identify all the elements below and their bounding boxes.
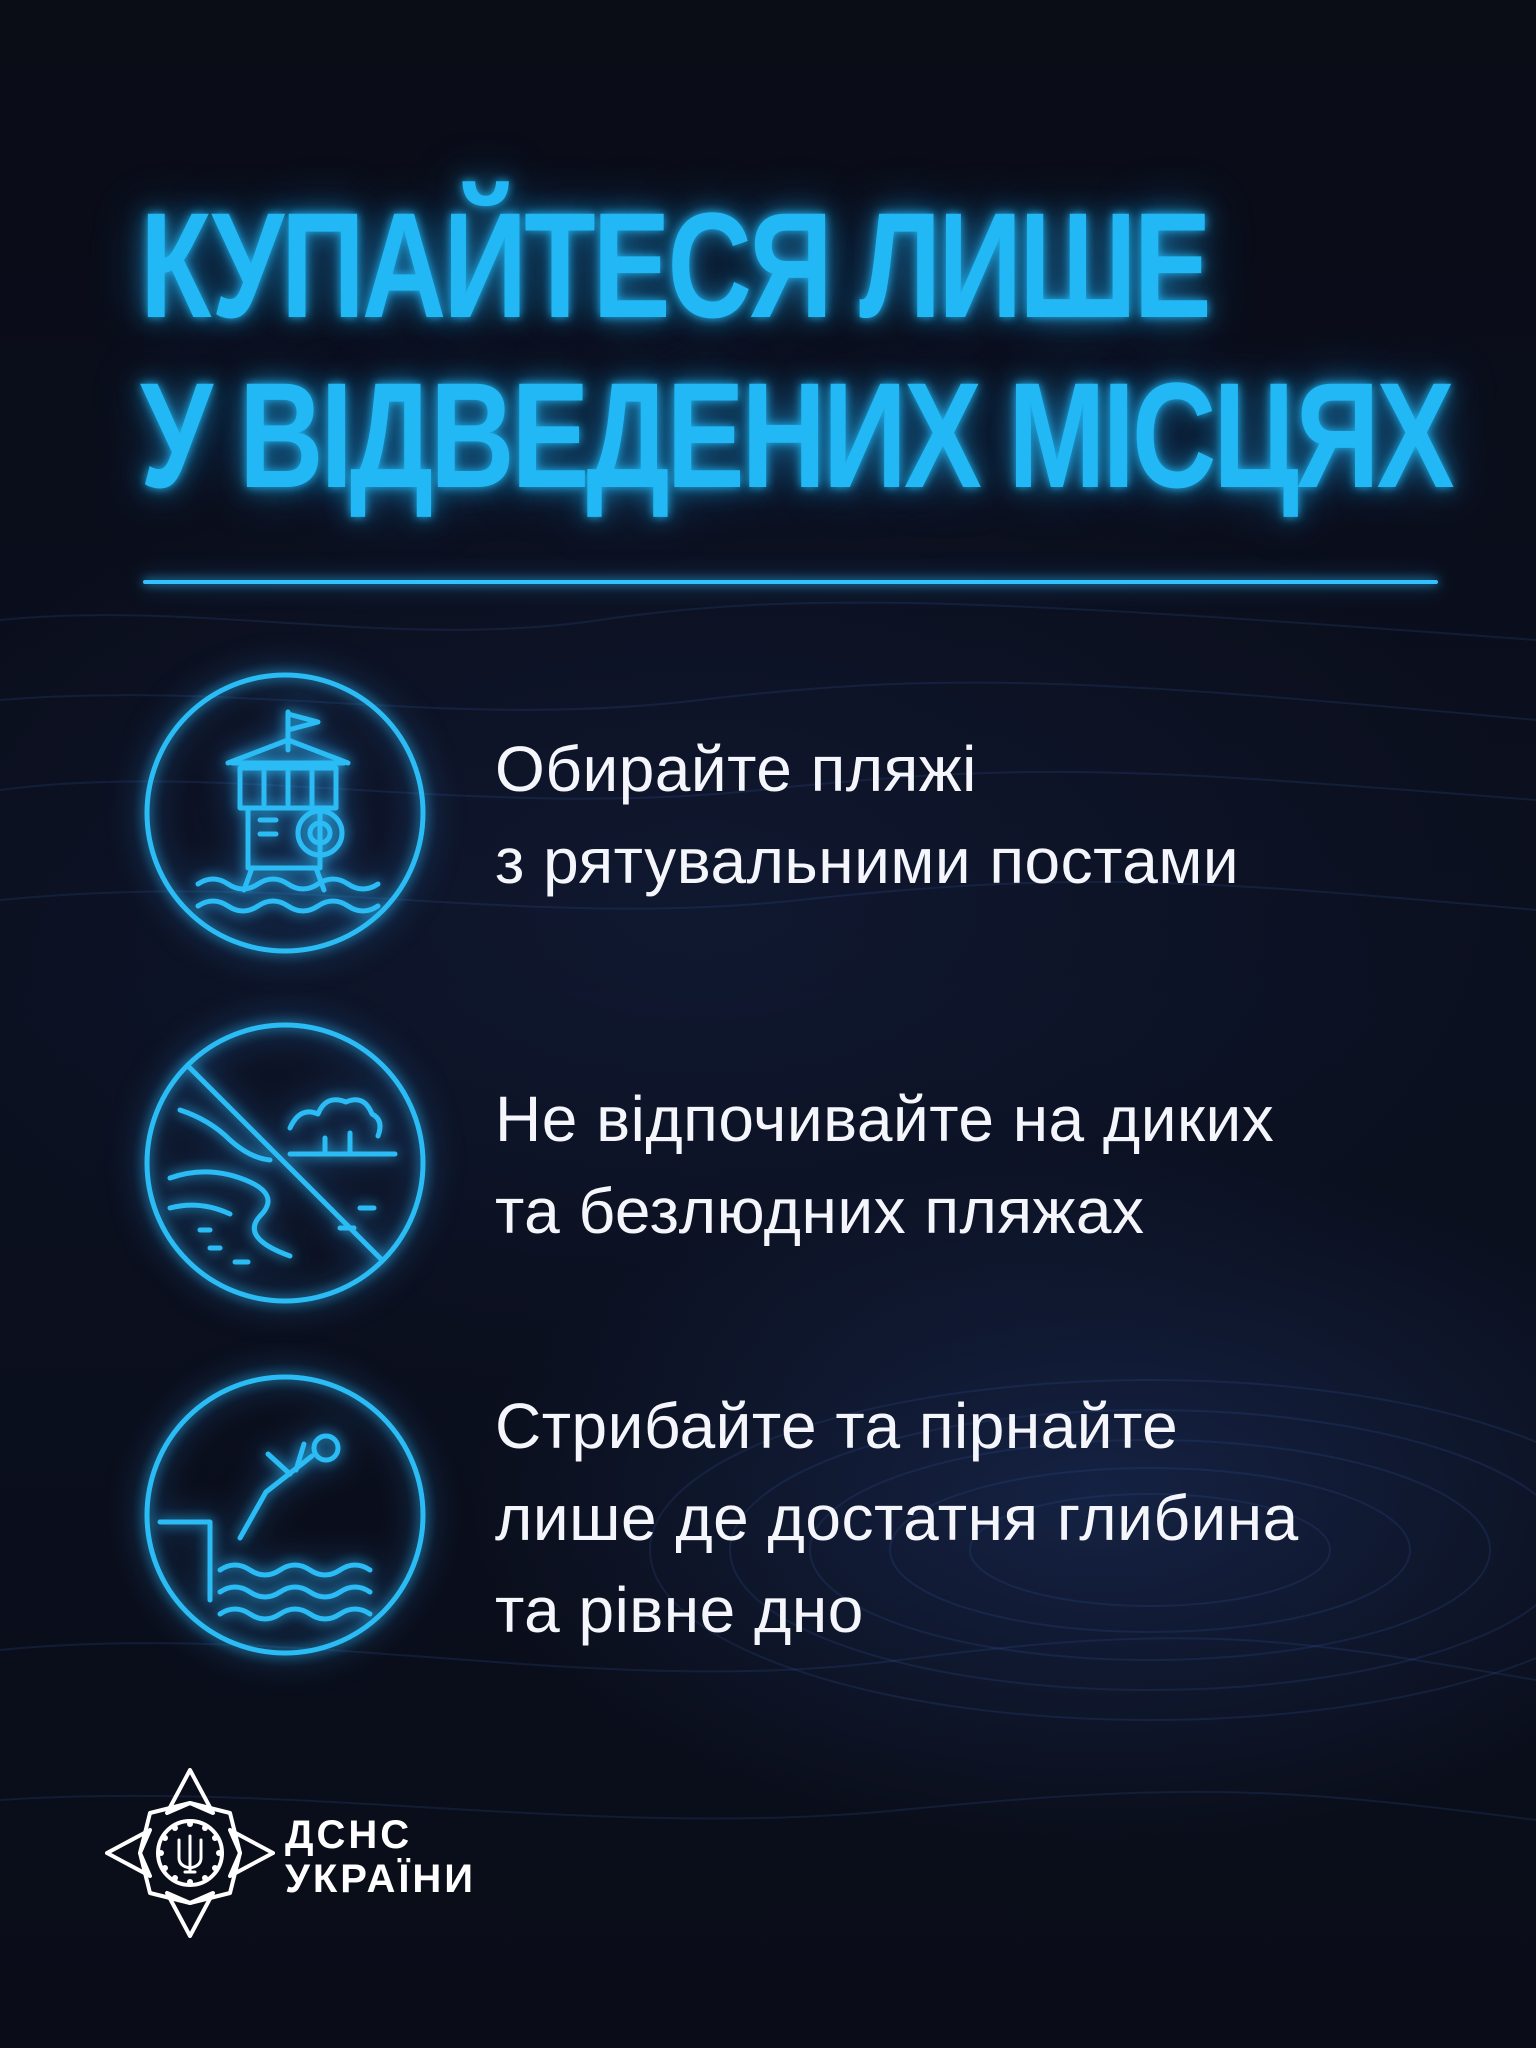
- tip-text: [495, 1073, 1274, 1257]
- tip-line: Стрибайте та пірнайте: [495, 1390, 1179, 1462]
- tip-line: лише де достатня глибина: [495, 1482, 1299, 1554]
- tip-line: Не відпочивайте на диких: [495, 1083, 1275, 1155]
- tip-safe-diving: [140, 1370, 1440, 1670]
- tip-no-wild-beaches: [140, 1018, 1440, 1318]
- tip-line: та рівне дно: [495, 1574, 864, 1646]
- tip-line: та безлюдних пляжах: [495, 1175, 1145, 1247]
- dsns-logo: [105, 1768, 525, 1938]
- tip-text: [495, 723, 1239, 907]
- divider: [143, 580, 1438, 584]
- title-line-1: КУПАЙТЕСЯ ЛИШЕ: [140, 181, 1209, 349]
- tip-line: з рятувальними постами: [495, 825, 1240, 897]
- lifeguard-tower-icon: [140, 668, 430, 958]
- logo-line-1: ДСНС: [285, 1813, 413, 1857]
- dsns-emblem-icon: [105, 1768, 275, 1938]
- page-title: [140, 180, 1452, 520]
- no-wild-beach-icon: [140, 1018, 430, 1308]
- diving-icon: [140, 1370, 430, 1660]
- tip-text: [495, 1380, 1299, 1656]
- tip-line: Обирайте пляжі: [495, 733, 977, 805]
- logo-line-2: УКРАЇНИ: [285, 1857, 477, 1901]
- title-line-2: У ВІДВЕДЕНИХ МІСЦЯХ: [140, 351, 1452, 519]
- tip-lifeguard-posts: [140, 668, 1440, 968]
- logo-text: [285, 1813, 476, 1901]
